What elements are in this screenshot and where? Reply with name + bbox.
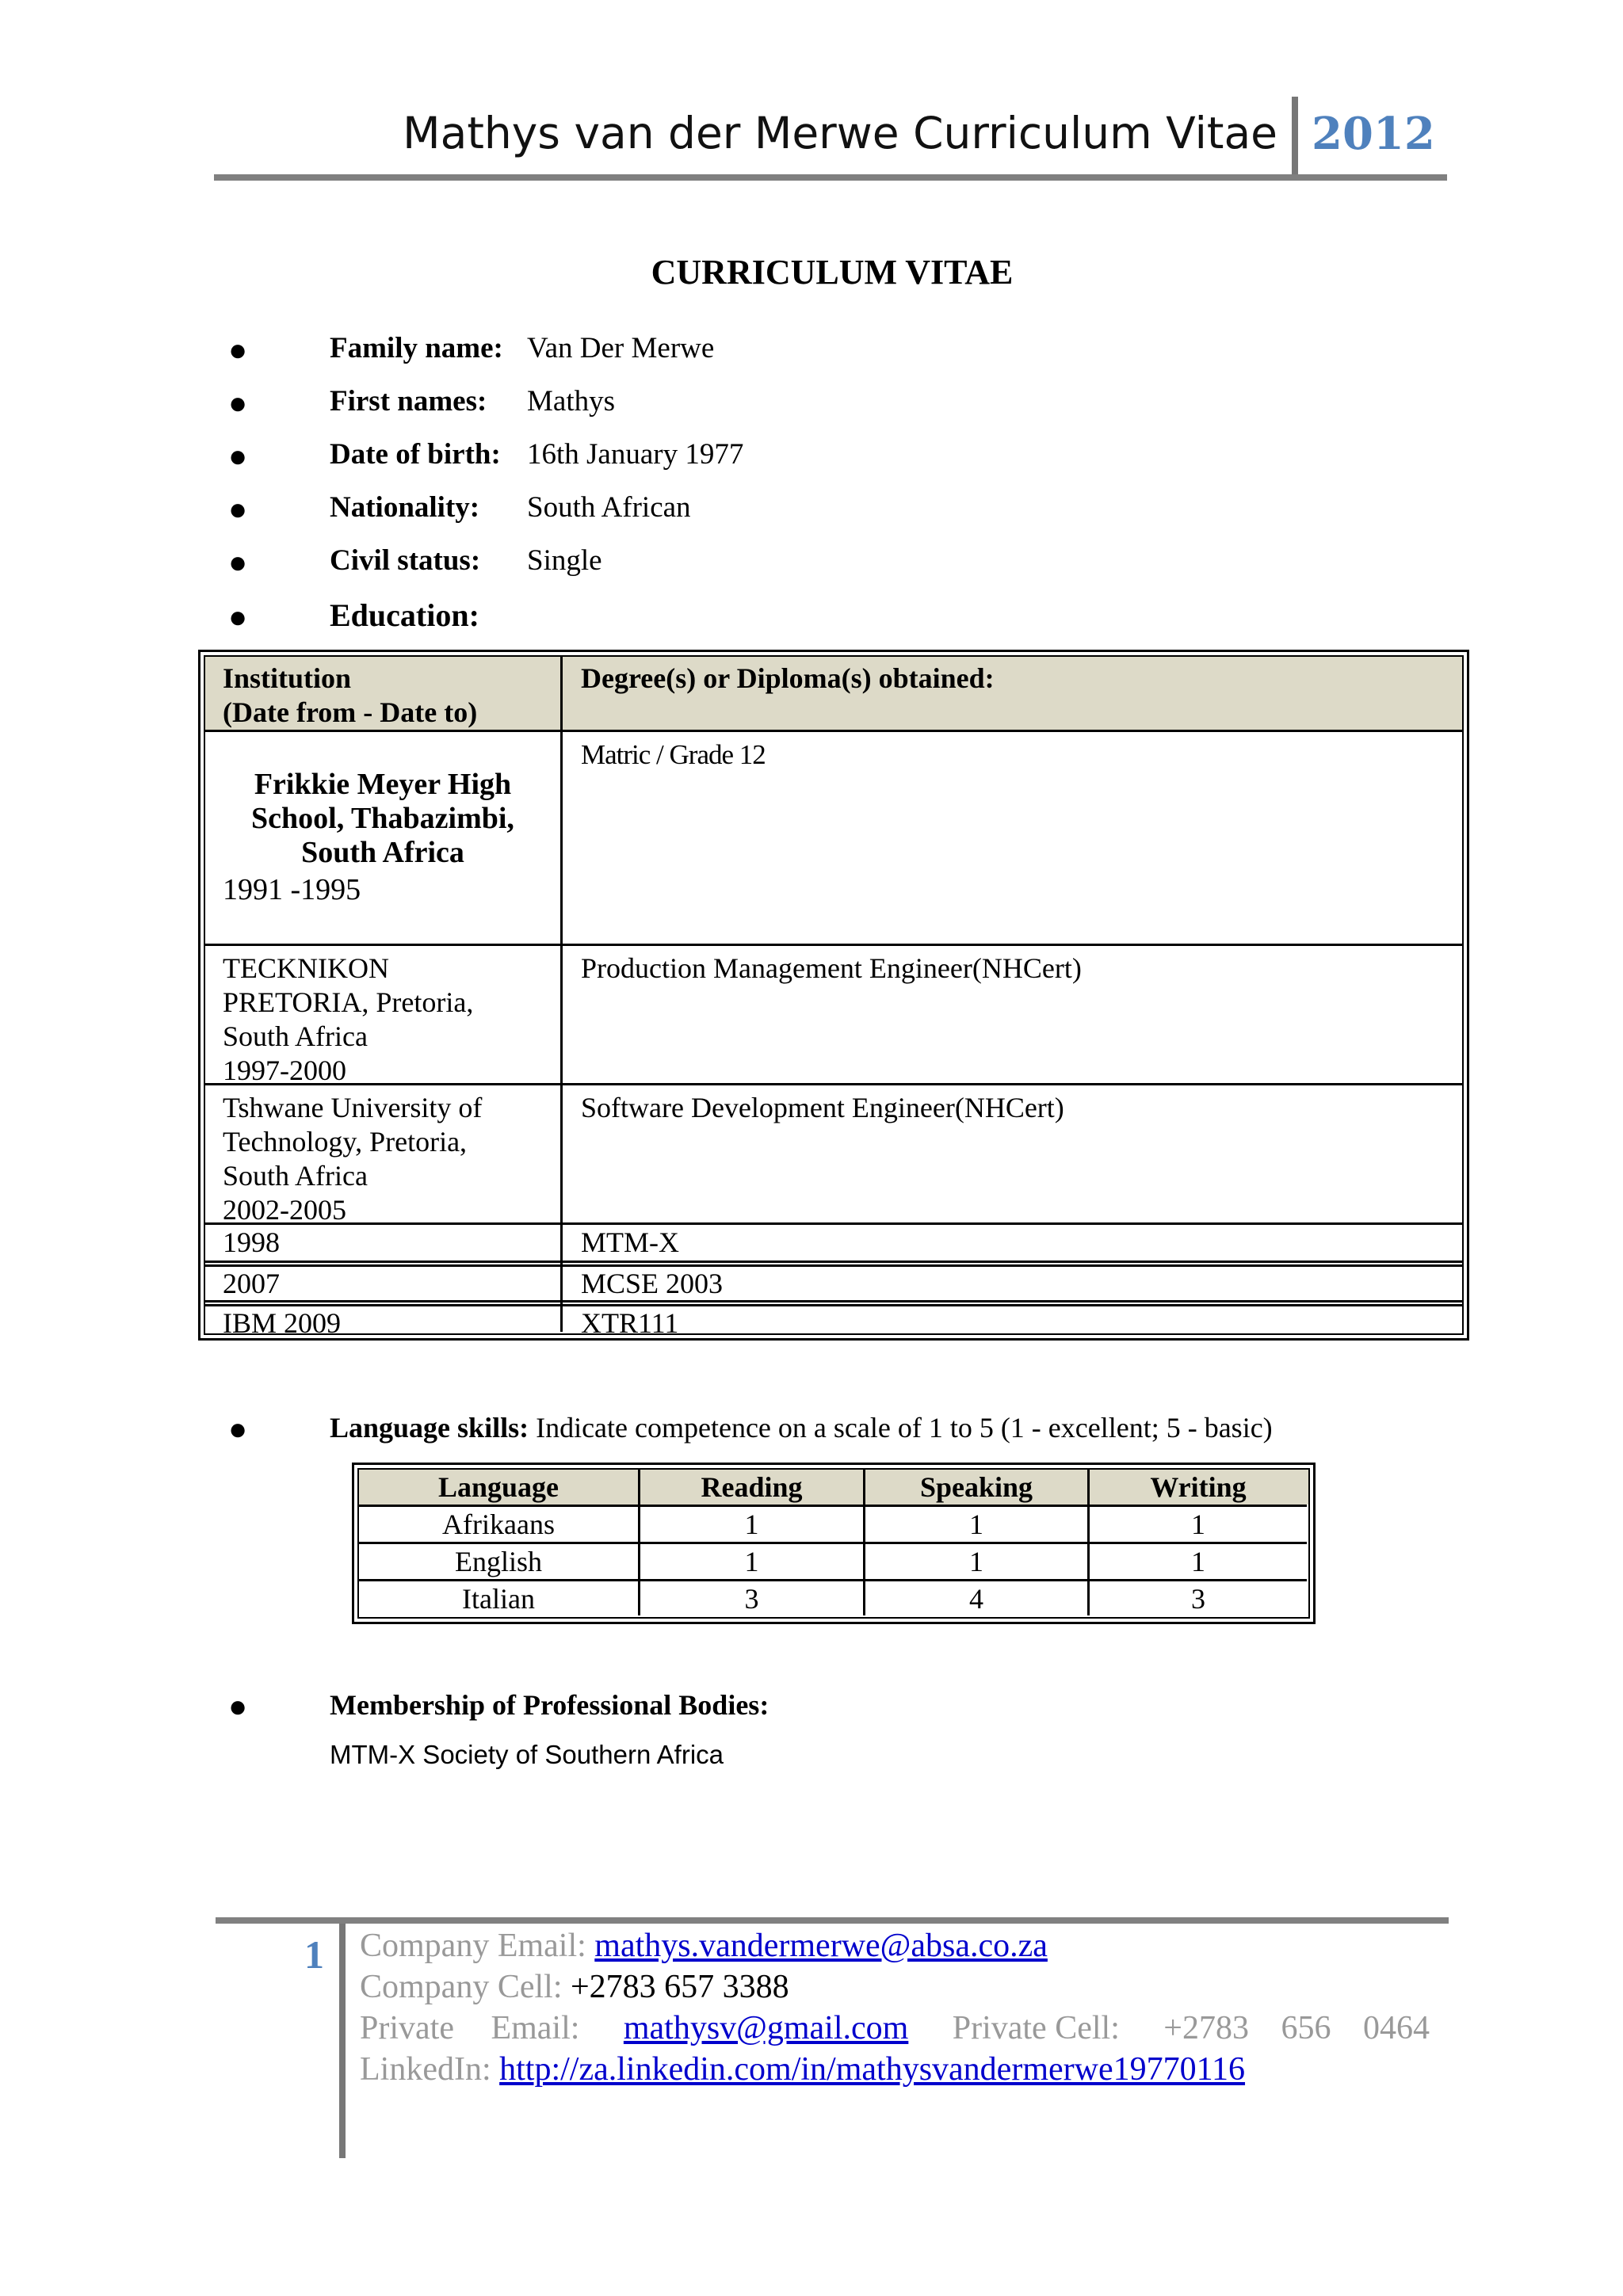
- language-table: [352, 1463, 1316, 1624]
- language-cell: Afrikaans: [442, 1508, 555, 1540]
- language-cell: English: [454, 1546, 542, 1577]
- education-dates: 1991 -1995: [223, 873, 361, 906]
- table-row: Tshwane University of Technology, Pretoria, South Africa 2002-2005: [223, 1092, 483, 1226]
- date-of-birth-label: Date of birth:: [330, 438, 501, 471]
- table-row: 2007: [223, 1268, 280, 1299]
- language-cell: Italian: [462, 1583, 535, 1615]
- date-of-birth-value: 16th January 1977: [527, 438, 744, 471]
- nationality-label: Nationality:: [330, 491, 480, 524]
- header-divider: [1292, 97, 1298, 179]
- bullet-icon: ●: [228, 438, 248, 474]
- column-header-institution: Institution (Date from - Date to): [223, 662, 478, 728]
- private-email-link[interactable]: mathysv@gmail.com: [623, 2010, 909, 2046]
- education-degree: Matric / Grade 12: [581, 739, 766, 770]
- linkedin-link[interactable]: http://za.linkedin.com/in/mathysvandermerwe19770116: [499, 2051, 1246, 2088]
- private-cell-value: +2783 656 0464: [1163, 2010, 1430, 2046]
- bullet-icon: ●: [228, 1688, 248, 1724]
- bullet-icon: ●: [228, 332, 248, 368]
- company-email-line: [360, 1927, 1048, 1965]
- nationality-value: South African: [527, 491, 691, 524]
- education-table: [198, 650, 1469, 1341]
- table-row: TECKNIKON PRETORIA, Pretoria, South Africa 1997-2000: [223, 952, 474, 1086]
- membership-label: Membership of Professional Bodies:: [330, 1689, 769, 1721]
- linkedin-line: [360, 2050, 1245, 2088]
- column-header-speaking: Speaking: [919, 1471, 1033, 1503]
- column-header-writing: Writing: [1150, 1471, 1247, 1503]
- column-header-degree: Degree(s) or Diploma(s) obtained:: [581, 662, 995, 694]
- speaking-cell: 1: [969, 1508, 983, 1540]
- writing-cell: 1: [1191, 1508, 1205, 1540]
- company-cell-value: +2783 657 3388: [571, 1969, 789, 2005]
- page-title: CURRICULUM VITAE: [651, 253, 1014, 292]
- education-degree: MTM-X: [581, 1226, 679, 1258]
- education-degree: Software Development Engineer(NHCert): [581, 1092, 1064, 1123]
- speaking-cell: 4: [969, 1583, 983, 1615]
- education-degree: MCSE 2003: [581, 1268, 724, 1299]
- education-degree: XTR111: [581, 1307, 679, 1339]
- footer-divider: [339, 1924, 346, 2158]
- company-email-label: Company Email:: [360, 1928, 586, 1964]
- company-cell-line: [360, 1968, 789, 2006]
- education-heading: Education:: [330, 597, 479, 633]
- linkedin-label: LinkedIn:: [360, 2051, 491, 2088]
- speaking-cell: 1: [969, 1546, 983, 1577]
- header-rule: [214, 174, 1447, 181]
- private-cell-label: Private Cell:: [952, 2010, 1120, 2046]
- header-year: 2012: [1312, 108, 1435, 160]
- language-skills-label: Language skills:: [330, 1412, 529, 1444]
- civil-status-label: Civil status:: [330, 544, 481, 577]
- bullet-icon: ●: [228, 599, 248, 635]
- education-degree: Production Management Engineer(NHCert): [581, 952, 1082, 984]
- family-name-value: Van Der Merwe: [527, 332, 715, 364]
- page-number: 1: [304, 1932, 324, 1977]
- bullet-icon: ●: [228, 1411, 248, 1447]
- family-name-label: Family name:: [330, 332, 503, 364]
- civil-status-value: Single: [527, 544, 602, 577]
- language-skills-description: Indicate competence on a scale of 1 to 5 (1 - excellent; 5 - basic): [536, 1412, 1273, 1444]
- reading-cell: 1: [744, 1508, 759, 1540]
- footer-rule: [216, 1917, 1449, 1924]
- column-header-language: Language: [437, 1471, 559, 1503]
- membership-value: MTM-X Society of Southern Africa: [330, 1740, 724, 1769]
- bullet-icon: ●: [228, 491, 248, 527]
- company-email-link[interactable]: mathys.vandermerwe@absa.co.za: [594, 1928, 1048, 1964]
- writing-cell: 3: [1191, 1583, 1205, 1615]
- private-email-label: Private Email:: [360, 2010, 580, 2046]
- company-cell-label: Company Cell:: [360, 1969, 563, 2005]
- header-title: Mathys van der Merwe Curriculum Vitae: [403, 108, 1277, 158]
- reading-cell: 1: [744, 1546, 759, 1577]
- table-row: IBM 2009: [223, 1307, 342, 1339]
- table-row: 1998: [223, 1226, 280, 1258]
- first-names-label: First names:: [330, 385, 487, 418]
- first-names-value: Mathys: [527, 385, 615, 418]
- private-contact-line: [360, 2009, 1430, 2047]
- bullet-icon: ●: [228, 544, 248, 580]
- writing-cell: 1: [1191, 1546, 1205, 1577]
- column-header-reading: Reading: [701, 1471, 803, 1503]
- language-skills-line: [330, 1411, 1273, 1444]
- table-row: Frikkie Meyer High School, Thabazimbi, South Africa 1991 -1995: [205, 733, 560, 944]
- reading-cell: 3: [744, 1583, 759, 1615]
- bullet-icon: ●: [228, 385, 248, 421]
